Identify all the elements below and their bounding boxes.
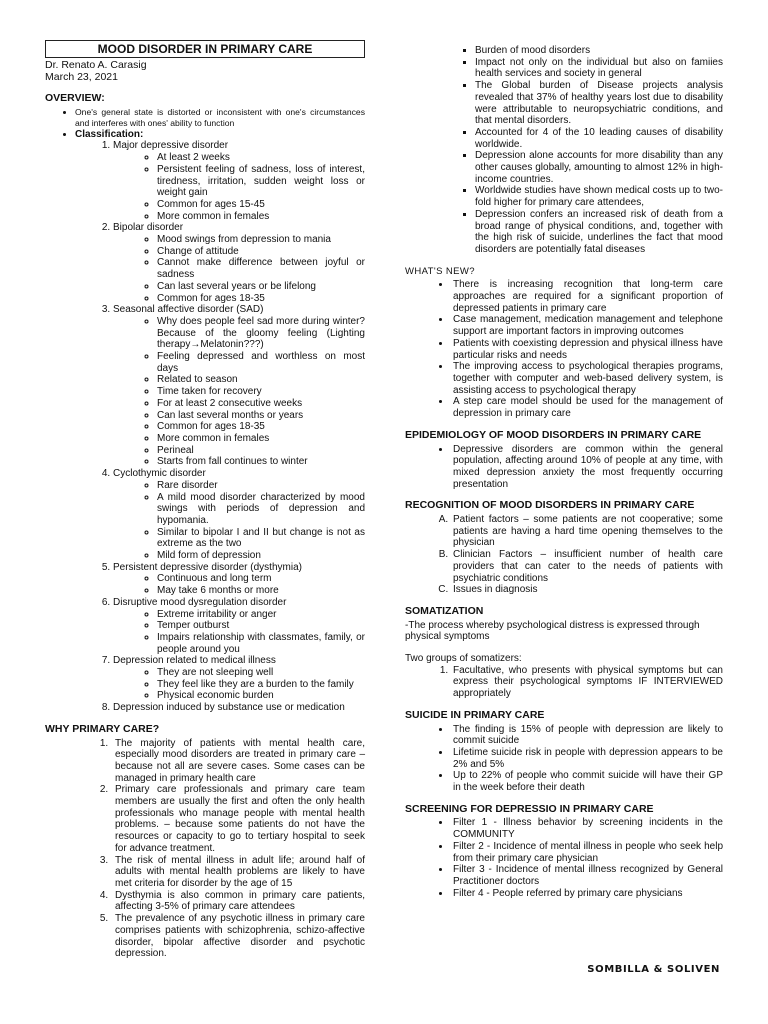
disorder-detail: ◦ For at least 2 consecutive weeks [157,398,365,410]
disorder-detail: ◦ A mild mood disorder characterized by mood swings with periods of depression and hypomania. [157,492,365,527]
burden-item: ▪ Worldwide studies have shown medical costs up to two-fold higher for primary care attendees, [475,185,723,208]
suicide-item: • The finding is 15% of people with depression are likely to commit suicide [451,724,723,747]
disorder-detail: ◦ Temper outburst [157,620,365,632]
why-item: 3. The risk of mental illness in adult life; around half of adults with mental health problems are likely to have met criteria for disorder by the age of 15 [111,855,365,890]
why-primary-care-heading: WHY PRIMARY CARE? [45,722,160,735]
disorder-detail: ◦ Impairs relationship with classmates, family, or people around you [157,632,365,655]
disorder-details [113,480,365,562]
disorder-name: Disruptive mood dysregulation disorder [113,596,287,608]
screening-item: • Filter 1 - Illness behavior by screening incidents in the COMMUNITY [451,817,723,840]
epidemiology-heading: EPIDEMIOLOGY OF MOOD DISORDERS IN PRIMARY CARE [405,428,702,441]
disorder-detail: ◦ Can last several months or years [157,410,365,422]
overview-heading: OVERVIEW: [45,92,105,104]
why-item: 4. Dysthymia is also common in primary care patients, affecting 3-5% of primary care attendees [111,890,365,913]
recognition-list [405,514,723,596]
spacer [405,643,723,653]
disorder-detail: ◦ More common in females [157,211,365,223]
whats-new-item: • The improving access to psychological therapies programs, together with computer and web-based delivery system, is assisting access to psychological therapy [451,361,723,396]
why-item: 1. The majority of patients with mental health care, especially mood disorders are treated in primary care – because not all are severe cases. Some cases can be managed in primary health care [111,738,365,785]
classification-item [113,222,365,304]
disorder-detail: ◦ At least 2 weeks [157,152,365,164]
disorder-details [113,234,365,304]
whats-new-list [405,279,723,419]
epidemiology-item: • Depressive disorders are common within the general population, affecting around 10% of people at any time, with mixed depression anxiety the most frequently occurring presentation [451,444,723,491]
somatizer-item: 1. Facultative, who presents with physical symptoms but can express their psychological symptoms IF INTERVIEWED appropriately [451,665,723,700]
disorder-name: Seasonal affective disorder (SAD) [113,304,264,316]
classification-item [113,655,365,702]
whats-new-item: • Patients with coexisting depression and physical illness have particular risks and needs [451,338,723,361]
disorder-detail: ◦ Mood swings from depression to mania [157,234,365,246]
burden-item: ▪ Depression alone accounts for more disability than any other causes globally, amounting to almost 12% in high-income countries. [475,150,723,185]
document-title: MOOD DISORDER IN PRIMARY CARE [45,40,365,58]
classification-item [113,304,365,468]
burden-item: ▪ The Global burden of Disease projects analysis revealed that 37% of healthy years lost due to disability were attributable to neuropsychiatric conditions, and that mental disorders. [475,80,723,127]
whats-new-item: • There is increasing recognition that long-term care approaches are required for a significant proportion of depressed patients in primary care [451,279,723,314]
disorder-name: Major depressive disorder [113,140,229,152]
disorder-name: Depression related to medical illness [113,655,276,667]
right-column [405,45,723,899]
somatizers-intro: Two groups of somatizers: [405,653,522,665]
disorder-detail: ◦ Common for ages 15-45 [157,199,365,211]
disorder-details [113,667,365,702]
disorder-detail: ◦ Extreme irritability or anger [157,609,365,621]
disorder-detail: ◦ Persistent feeling of sadness, loss of interest, tiredness, irritation, sudden weight loss or weight gain [157,164,365,199]
disorder-detail: ◦ Feeling depressed and worthless on most days [157,351,365,374]
whats-new-item: • A step care model should be used for the management of depression in primary care [451,396,723,419]
suicide-item: • Up to 22% of people who commit suicide will have their GP in the week before their death [451,770,723,793]
whats-new-heading: WHAT'S NEW? [405,265,475,277]
footer-authors: SOMBILLA & SOLIVEN [587,964,720,975]
disorder-detail: ◦ May take 6 months or more [157,585,365,597]
disorder-detail: ◦ Time taken for recovery [157,386,365,398]
overview-definition: • One's general state is distorted or inconsistent with one's circumstances and interferes with ones' ability to function [75,107,365,129]
why-item: 2. Primary care professionals and primary care team members are usually the first and often the only health professionals who manage people with mental health problems. – because some patients do not have the resources or capacity to go to tertiary hospital to seek for advance treatment. [111,784,365,854]
classification-item [113,702,365,714]
screening-item: • Filter 4 - People referred by primary care physicians [451,888,723,900]
burden-item: ▪ Accounted for 4 of the 10 leading causes of disability worldwide. [475,127,723,150]
somatizers-list [405,665,723,700]
classification-label: Classification: [75,128,144,140]
whats-new-item: • Case management, medication management and telephone support are important factors in improving outcomes [451,314,723,337]
classification-item [113,468,365,562]
recognition-heading: RECOGNITION OF MOOD DISORDERS IN PRIMARY CARE [405,499,695,512]
disorder-detail: ◦ Can last several years or be lifelong [157,281,365,293]
screening-item: • Filter 2 - Incidence of mental illness in people who seek help from their primary care physician [451,841,723,864]
somatization-definition: -The process whereby psychological distress is expressed through physical symptoms [405,619,700,643]
disorder-detail: ◦ They are not sleeping well [157,667,365,679]
burden-item: ▪ Impact not only on the individual but also on famiies health services and society in general [475,57,723,80]
screening-heading: SCREENING FOR DEPRESSIO IN PRIMARY CARE [405,802,654,815]
classification-item [113,140,365,222]
recognition-item: A. Patient factors – some patients are not cooperative; some patients are having a hard time opening themselves to the physician [451,514,723,549]
burden-list [405,45,723,256]
classification-item [113,597,365,656]
disorder-name: Depression induced by substance use or medication [113,702,345,714]
disorder-details [113,573,365,596]
burden-item: ▪ Depression confers an increased risk of death from a broad range of physical conditions, and, together with the high risk of suicide, underlines the fact that mood disorders are potentially fatal diseases [475,209,723,256]
disorder-details [113,316,365,468]
disorder-detail: ◦ More common in females [157,433,365,445]
disorder-detail: ◦ They feel like they are a burden to the family [157,679,365,691]
screening-list [405,817,723,899]
overview-list [45,107,365,141]
disorder-detail: ◦ Common for ages 18-35 [157,421,365,433]
disorder-name: Bipolar disorder [113,222,184,234]
classification-list [45,140,365,713]
disorder-name: Cyclothymic disorder [113,468,206,480]
classification-item [75,129,365,141]
disorder-detail: ◦ Physical economic burden [157,690,365,702]
disorder-detail: ◦ Similar to bipolar I and II but change is not as extreme as the two [157,527,365,550]
disorder-detail: ◦ Cannot make difference between joyful or sadness [157,257,365,280]
disorder-detail: ◦ Perineal [157,445,365,457]
classification-item [113,562,365,597]
suicide-list [405,724,723,794]
disorder-detail: ◦ Mild form of depression [157,550,365,562]
disorder-detail: ◦ Why does people feel sad more during winter? Because of the gloomy feeling (Lighting therapy→Melatonin???) [157,316,365,351]
author: Dr. Renato A. Carasig [45,59,147,71]
suicide-item: • Lifetime suicide risk in people with depression appears to be 2% and 5% [451,747,723,770]
disorder-name: Persistent depressive disorder (dysthymia) [113,561,302,573]
screening-item: • Filter 3 - Incidence of mental illness recognized by General Practitioner doctors [451,864,723,887]
date: March 23, 2021 [45,71,118,83]
disorder-detail: ◦ Continuous and long term [157,573,365,585]
why-primary-care-list [45,738,365,960]
recognition-item: C. Issues in diagnosis [451,584,723,596]
recognition-item: B. Clinician Factors – insufficient number of health care providers that can cater to the needs of patients with psychiatric conditions [451,549,723,584]
disorder-details [113,152,365,222]
disorder-detail: ◦ Common for ages 18-35 [157,293,365,305]
suicide-heading: SUICIDE IN PRIMARY CARE [405,708,545,721]
disorder-details [113,609,365,656]
epidemiology-list [405,444,723,491]
disorder-detail: ◦ Related to season [157,374,365,386]
disorder-detail: ◦ Rare disorder [157,480,365,492]
disorder-detail: ◦ Starts from fall continues to winter [157,456,365,468]
somatization-heading: SOMATIZATION [405,604,484,617]
left-column [45,40,365,960]
why-item: 5. The prevalence of any psychotic illness in primary care comprises patients with schizophrenia, schizo-affective disorder, bipolar affective disorder and psychotic depression. [111,913,365,960]
disorder-detail: ◦ Change of attitude [157,246,365,258]
burden-item: ▪ Burden of mood disorders [475,45,723,57]
